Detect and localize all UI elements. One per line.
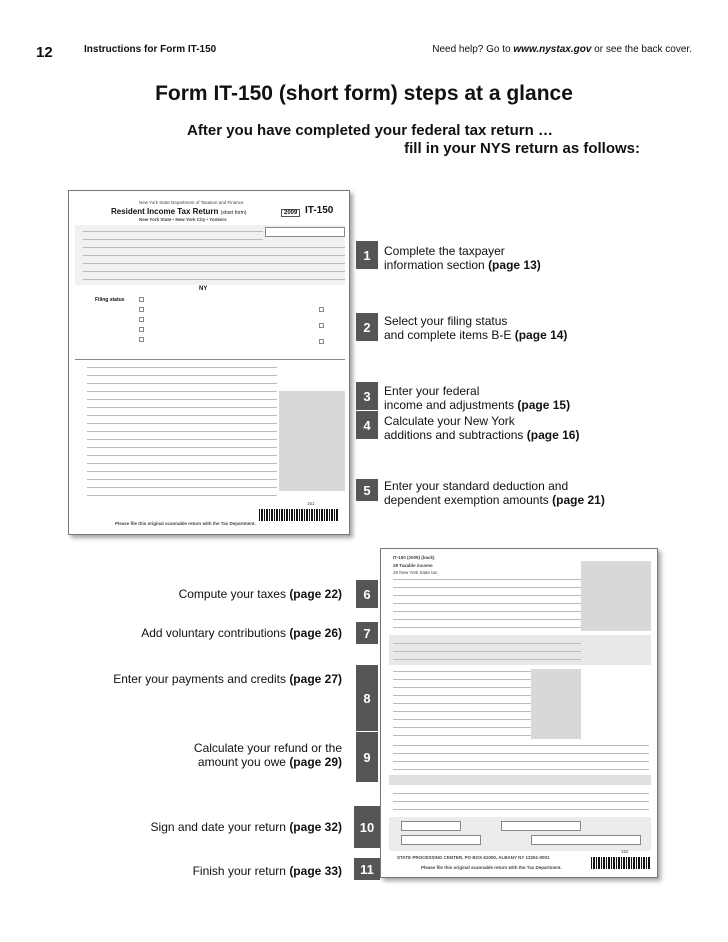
step-9-text: Calculate your refund or the amount you owe (page 29) xyxy=(193,741,342,769)
step-1-badge: 1 xyxy=(356,241,378,269)
form-back-line-28: 28 Taxable income xyxy=(393,563,433,568)
step-5-badge: 5 xyxy=(356,479,378,501)
step-5-text: Enter your standard deduction and dependent exemption amounts (page 21) xyxy=(384,479,605,507)
form-title: Resident Income Tax Return (short form) xyxy=(111,207,247,216)
form-back-footer: Please file this original scannable return with the Tax Department. xyxy=(421,865,562,870)
page-number: 12 xyxy=(36,44,53,61)
step-4-badge: 4 xyxy=(356,411,378,439)
step-2-text: Select your filing status and complete items B-E (page 14) xyxy=(384,314,568,342)
form-subtitle: New York State • New York City • Yonkers xyxy=(139,217,227,222)
step-9-badge: 9 xyxy=(356,732,378,782)
page-title: Form IT-150 (short form) steps at a glance xyxy=(155,82,573,105)
form-back-mailing: STATE PROCESSING CENTER, PO BOX 61000, ALBANY NY 12261-0001 xyxy=(397,855,550,860)
subtitle-line-2: fill in your NYS return as follows: xyxy=(404,140,640,157)
step-6-badge: 6 xyxy=(356,580,378,608)
form-back-image xyxy=(380,548,658,878)
help-line xyxy=(432,44,692,55)
step-11-text: Finish your return (page 33) xyxy=(192,864,342,878)
form-year: 2009 xyxy=(281,209,300,217)
step-10-text: Sign and date your return (page 32) xyxy=(150,820,342,834)
step-8-badge: 8 xyxy=(356,665,378,731)
form-front-code: 151 xyxy=(307,501,315,506)
form-back-line-29: 29 New York State tax xyxy=(393,570,438,575)
step-7-text: Add voluntary contributions (page 26) xyxy=(141,626,342,640)
help-suffix: or see the back cover. xyxy=(591,44,692,55)
step-10-badge: 10 xyxy=(354,806,380,848)
form-state: NY xyxy=(199,286,208,292)
barcode-icon xyxy=(591,857,651,869)
form-id: IT-150 xyxy=(305,205,334,216)
form-front-footer: Please file this original scannable return with the Tax Department. xyxy=(115,521,256,526)
step-3-badge: 3 xyxy=(356,382,378,410)
step-8-text: Enter your payments and credits (page 27) xyxy=(113,672,342,686)
step-6-text: Compute your taxes (page 22) xyxy=(178,587,342,601)
form-back-code: 152 xyxy=(621,849,629,854)
barcode-icon xyxy=(259,509,339,521)
document-title: Instructions for Form IT-150 xyxy=(84,44,217,55)
step-3-text: Enter your federal income and adjustments (page 15) xyxy=(384,384,571,412)
form-agency: New York State Department of Taxation and Finance xyxy=(139,200,244,205)
form-back-heading: IT-150 (2009) (back) xyxy=(393,555,435,560)
step-4-text: Calculate your New York additions and subtractions (page 16) xyxy=(384,414,580,442)
help-site-link[interactable]: www.nystax.gov xyxy=(513,44,592,55)
step-2-badge: 2 xyxy=(356,313,378,341)
step-1-text: Complete the taxpayer information section (page 13) xyxy=(384,244,541,272)
step-11-badge: 11 xyxy=(354,858,380,880)
help-prefix: Need help? Go to xyxy=(432,44,514,55)
step-7-badge: 7 xyxy=(356,622,378,644)
subtitle-line-1: After you have completed your federal tax return … xyxy=(187,122,553,139)
form-front-image xyxy=(68,190,350,535)
form-filing-label: Filing status xyxy=(95,297,125,303)
